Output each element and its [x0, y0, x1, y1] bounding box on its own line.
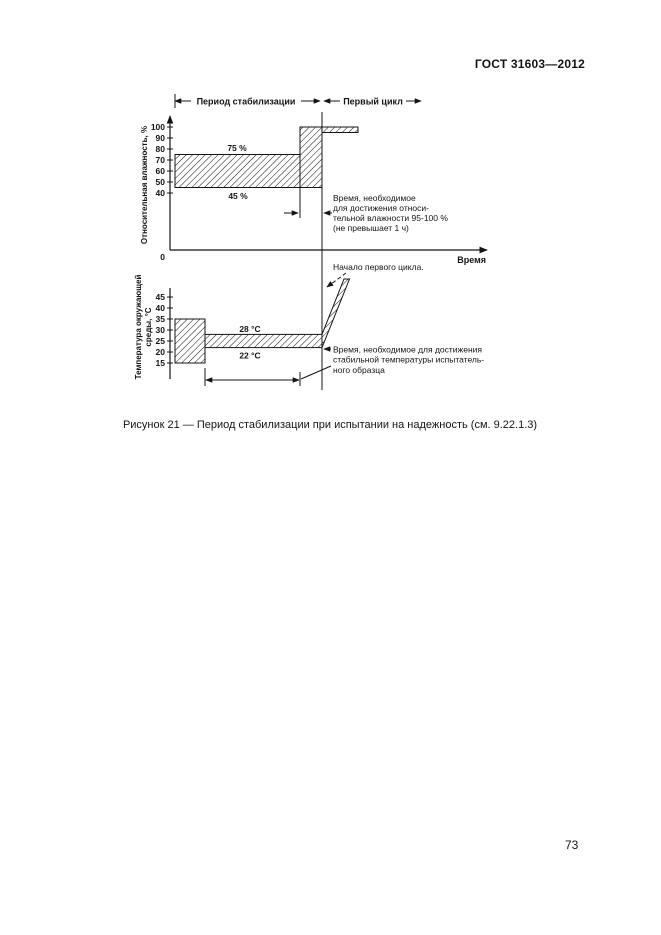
- temperature-y-axis-title: среды, °С: [144, 307, 153, 347]
- humidity-note-line: тельной влажности 95-100 %: [333, 213, 448, 223]
- figure-21-diagram: [125, 82, 605, 422]
- temperature-ytick-label: 40: [155, 303, 165, 313]
- humidity-band-45-75: [175, 155, 300, 188]
- temperature-note-line: стабильной температуры испытатель-: [333, 354, 485, 365]
- humidity-ytick-label: 60: [155, 166, 165, 176]
- temperature-note-line: ного образца: [333, 365, 385, 375]
- temperature-rise-band: [322, 279, 350, 348]
- page-header: ГОСТ 31603—2012: [474, 57, 585, 71]
- temperature-chart: [134, 262, 484, 386]
- initial-temperature-block: [175, 319, 205, 363]
- humidity-ytick-label: 40: [155, 188, 165, 198]
- humidity-ytick-label: 100: [150, 122, 165, 132]
- page-number: 73: [565, 838, 579, 852]
- cycle-start-label: Начало первого цикла.: [333, 262, 424, 272]
- temperature-ytick-label: 15: [155, 358, 165, 368]
- humidity-ytick-label: 90: [155, 133, 165, 143]
- temperature-ytick-label: 20: [155, 347, 165, 357]
- temperature-ytick-label: 35: [155, 314, 165, 324]
- stabilization-period-label: Период стабилизации: [196, 96, 296, 107]
- temp-low-value: 22 °С: [239, 350, 261, 361]
- band-bottom-value: 45 %: [228, 191, 248, 201]
- temperature-band-22-28: [205, 334, 322, 347]
- humidity-note-line: для достижения относи-: [333, 203, 429, 213]
- humidity-ytick-label: 80: [155, 144, 165, 154]
- humidity-note-line: (не превышает 1 ч): [333, 223, 409, 233]
- first-cycle-label: Первый цикл: [343, 96, 403, 107]
- band-top-value: 75 %: [227, 143, 247, 153]
- humidity-note-line: Время, необходимое: [333, 193, 416, 203]
- humidity-ytick-label: 70: [155, 155, 165, 165]
- temperature-ytick-label: 30: [155, 325, 165, 335]
- dimension-leader-line: [301, 366, 331, 379]
- temp-high-value: 28 °С: [239, 324, 261, 334]
- time-axis-label: Время: [457, 255, 486, 265]
- humidity-ytick-label: 50: [155, 177, 165, 187]
- humidity-y-axis-title: Относительная влажность, %: [140, 125, 149, 245]
- figure-caption: Рисунок 21 — Период стабилизации при испытании на надежность (см. 9.22.1.3): [122, 419, 538, 431]
- temperature-y-axis-title: Температура окружающей: [134, 274, 143, 380]
- temperature-ytick-label: 45: [155, 292, 165, 302]
- humidity-transition-column: [300, 127, 322, 188]
- humidity-band-95-100: [322, 127, 358, 133]
- temperature-note-line: Время, необходимое для достижения: [333, 344, 483, 355]
- temperature-ytick-label: 25: [155, 336, 165, 346]
- origin-label: 0: [160, 252, 165, 262]
